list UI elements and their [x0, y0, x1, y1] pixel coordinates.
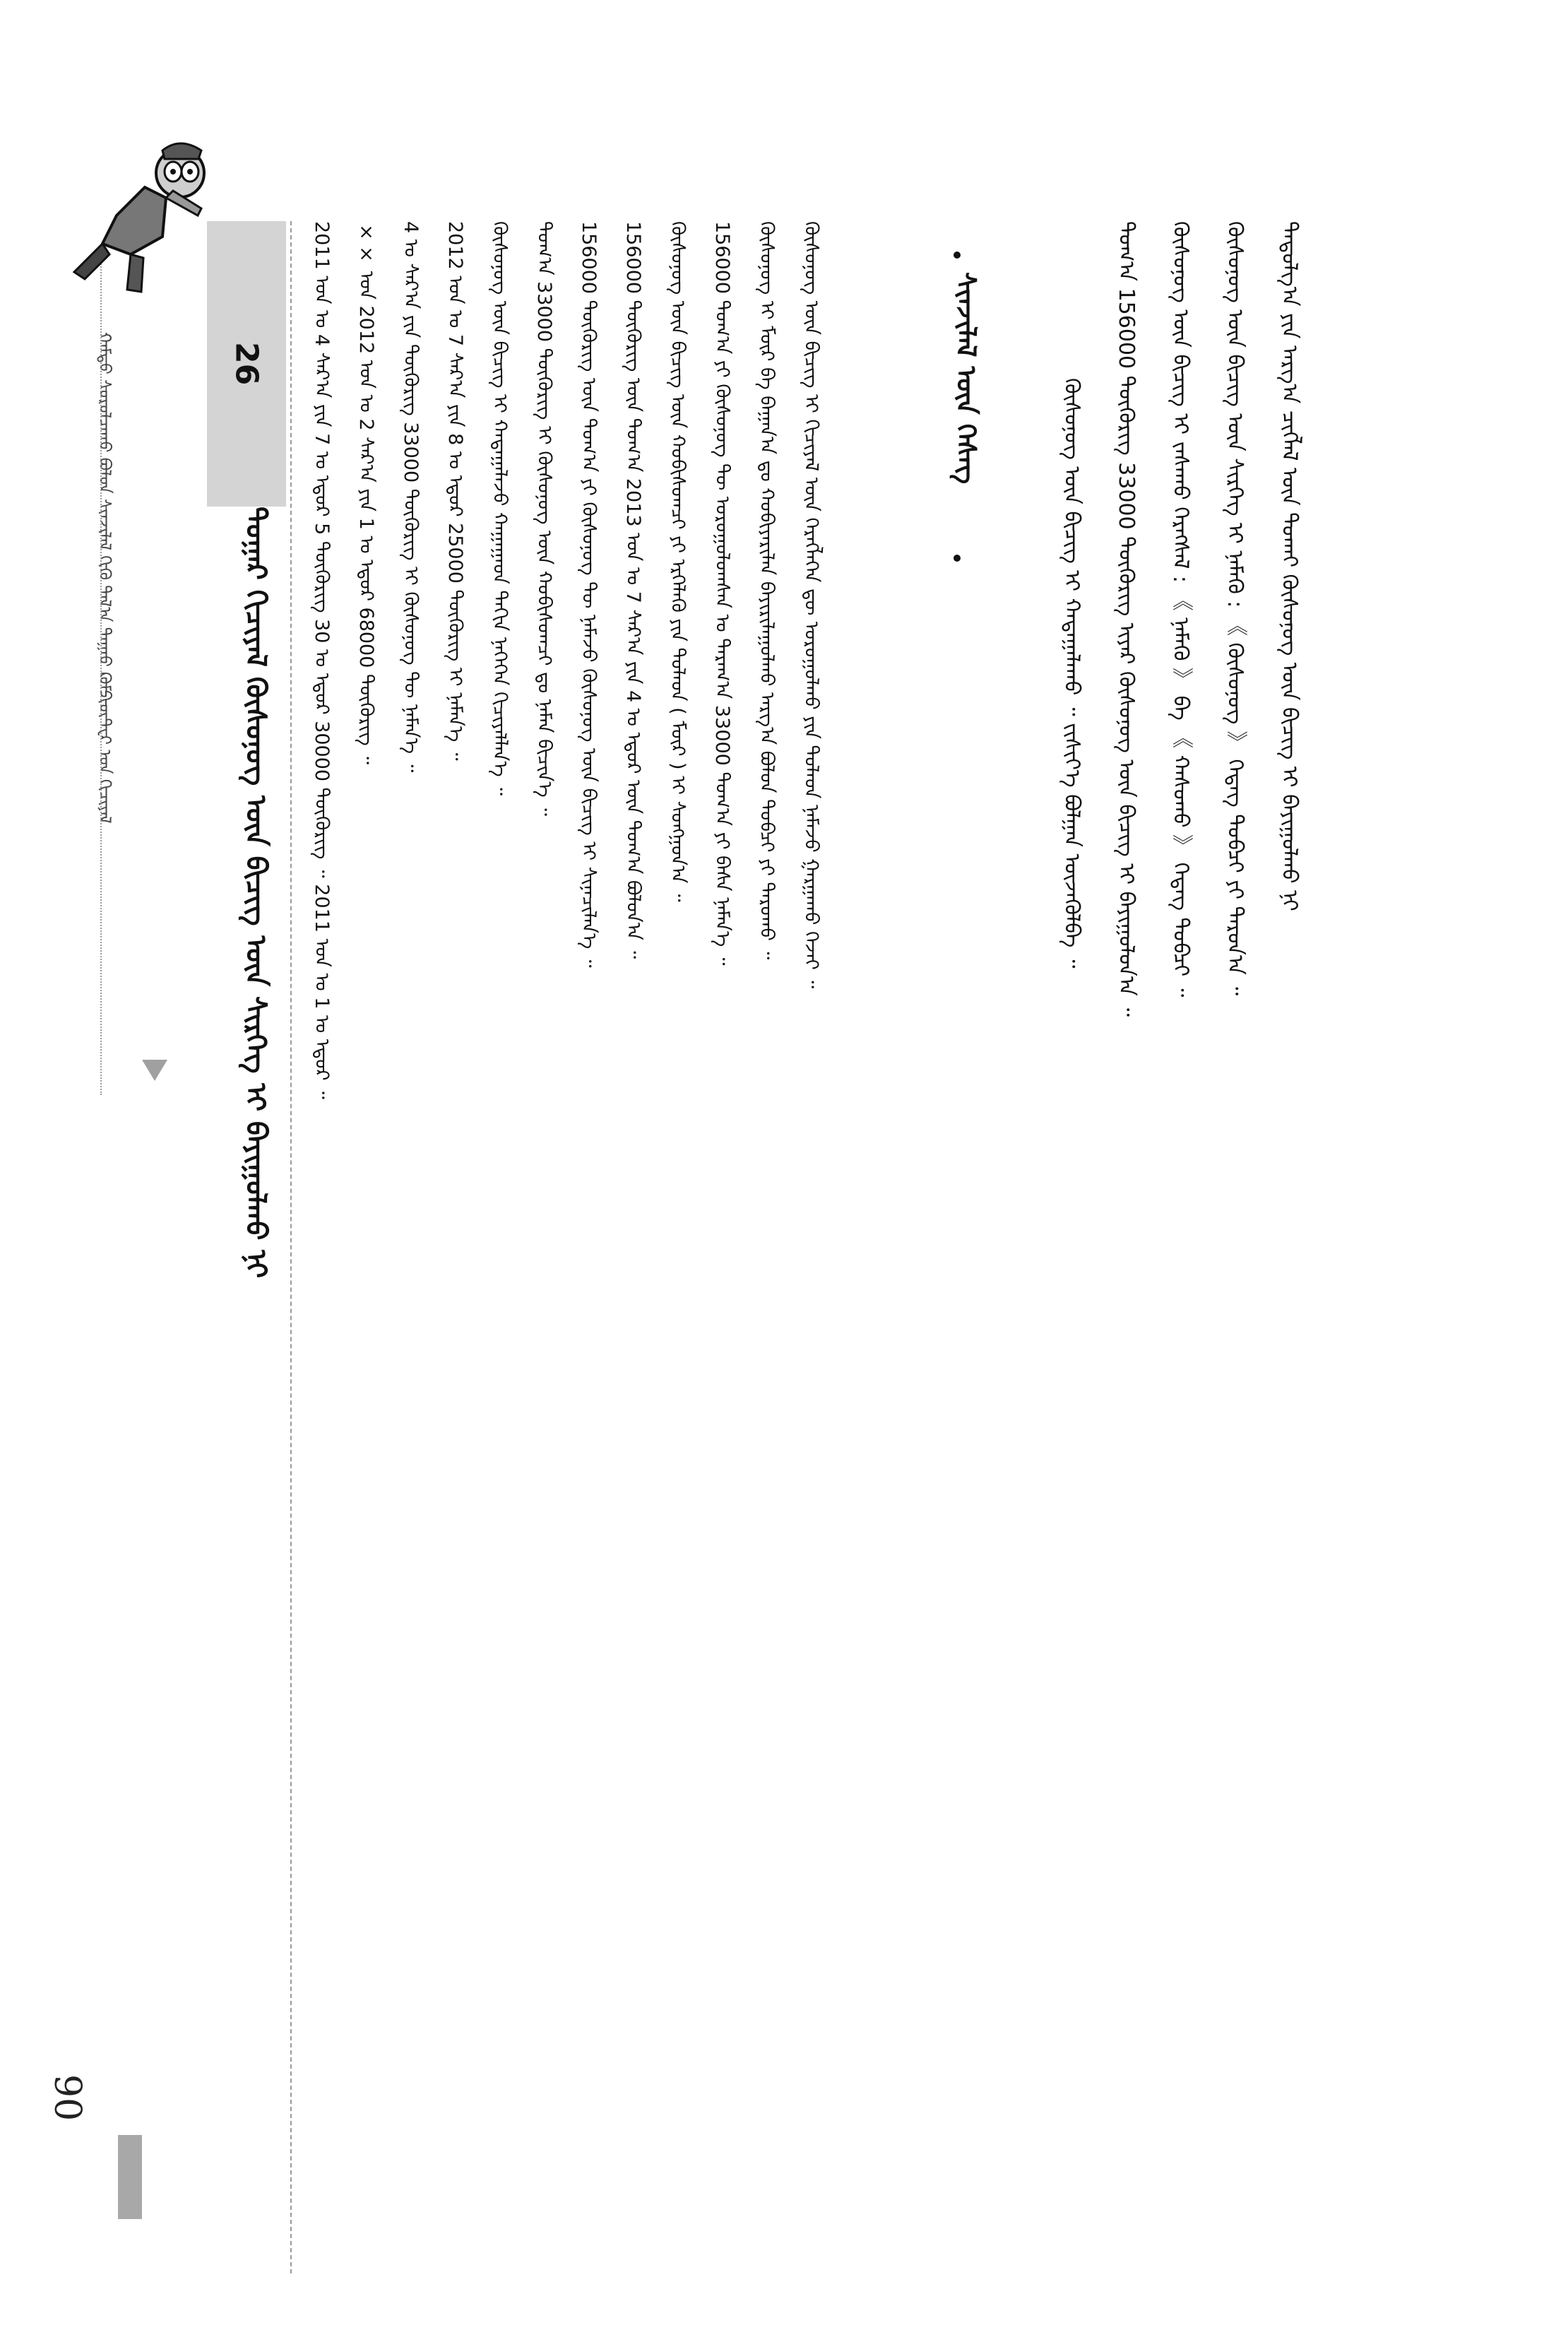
title-dashed-rule [290, 221, 292, 2273]
intro-line: ᠬᠦᠰᠦᠨᠦᠭ ᠦᠨ ᠪᠢᠴᠢᠭ ᠦᠨ ᠰᠢᠷᠬᠡᠭ ᠢ ᠨᠡᠮᠡᠬᠦ : 《 ᠬᠦᠰᠦᠨᠦᠭ 》 ᠭᠡᠳᠡᠭ ᠲᠣᠪᠴᠢ ᠶᠢ ᠳᠠᠷᠤᠨ᠎ᠠ ᠃ [1223, 221, 1247, 996]
lesson-title-text: ᠬᠦᠰᠦᠨᠦᠭ ᠦᠨ ᠪᠢᠴᠢᠭ ᠦᠨ ᠰᠢᠷᠬᠡᠭ ᠢ ᠪᠠᠶᠢᠭᠤᠯᠬᠤ ᠨᠢ [239, 676, 272, 1279]
lesson-label: ᠳᠤᠭᠠᠷ ᠬᠢᠴᠢᠶᠡᠯ [239, 507, 272, 667]
body-line: ᠬᠦᠰᠦᠨᠦᠭ ᠦᠨ ᠪᠢᠴᠢᠭ ᠦᠨ ᠬᠤᠪᠢᠰᠤᠭᠴᠢ ᠶᠢ ᠡᠷᠬᠡᠯᠡᠬᠦ ᠶᠢᠨ ᠲᠤᠯᠠᠳ ( ᠮᠦᠷ ) ᠢ ᠰᠣᠩᠭᠣᠨ᠎ᠠ ᠃ [667, 221, 689, 902]
lesson-number-box [207, 221, 286, 507]
body-line: ᠬᠦᠰᠦᠨᠦᠭ ᠦᠨ ᠪᠢᠴᠢᠭ ᠢ ᠬᠠᠳᠠᠭᠠᠯᠠᠵᠤ ᠬᠠᠭᠠᠭᠠᠳ ᠳᠠᠬᠢᠨ ᠨᠡᠭᠡᠭᠡᠨ ᠬᠢᠴᠢᠶᠡᠯᠯᠡᠨ᠎ᠡ ᠃ [489, 221, 511, 796]
mascot-illustration [60, 131, 215, 300]
body-line: 2012 ᠣᠨ ᠤ 7 ᠰᠠᠷ᠎ᠠ ᠶᠢᠨ 8 ᠤ ᠡᠳᠦᠷ 25000 ᠳᠦᠭᠦᠷᠢᠭ ᠢ ᠨᠡᠮᠡᠨ᠎ᠡ ᠃ [444, 221, 466, 761]
bullet-icon [954, 252, 961, 259]
header-divider [100, 247, 102, 1095]
body-line: ᠬᠦᠰᠦᠨᠦᠭ ᠦᠨ ᠪᠢᠴᠢᠭ ᠢ ᠬᠢᠴᠢᠶᠡᠯ ᠦᠨ ᠬᠡᠷᠡᠭᠯᠡᠭᠡᠨ ᠳᠦ ᠣᠷᠣᠭᠤᠯᠬᠤ ᠶᠢᠨ ᠲᠤᠯᠠᠳ ᠨᠡᠮᠡᠵᠦ ᠭᠠᠷᠭᠠᠬᠤ ᠭᠡᠵᠡᠢ ᠃ [800, 221, 822, 989]
running-header: ᠬᠠᠮᠲᠤ ᠰᠤᠷᠤᠯᠴᠠᠬᠤ ᠪᠣᠯᠤᠨ ᠰᠢᠨᠵᠢᠯᠡᠯ ᠬᠢᠬᠦ ᠲᠠᠯ᠎ᠠ ᠳᠠᠭᠠᠤ ᠺᠣᠮᠫᠢᠦ᠋ᠲ᠋ᠧᠷ ᠤᠨ ᠬᠢᠴᠢᠶᠡᠯ [95, 332, 114, 824]
body-line: 156000 ᠳᠦᠭᠦᠷᠢᠭ ᠦᠨ ᠲᠣᠭ᠎ᠠ ᠶᠢ ᠬᠦᠰᠦᠨᠦᠭ ᠲᠦ ᠨᠡᠮᠡᠵᠦ ᠬᠦᠰᠦᠨᠦᠭ ᠦᠨ ᠪᠢᠴᠢᠭ ᠢ ᠰᠢᠨᠡᠴᠢᠯᠡᠨ᠎ᠡ ᠃ [578, 221, 600, 968]
section-title: ᠰᠢᠨᠵᠢᠯᠡᠯ ᠦᠨ ᠬᠡᠰᠡᠭ [951, 272, 982, 485]
intro-last-line: ᠬᠦᠰᠦᠨᠦᠭ ᠦᠨ ᠪᠢᠴᠢᠭ ᠢ ᠬᠠᠳᠠᠭᠠᠯᠠᠬᠤ ᠃ ᠵᠢᠱᠢᠶ᠎ᠡ ᠪᠣᠯᠭᠠᠨ ᠦᠵᠡᠭᠦᠯᠪᠡ ᠃ [1059, 378, 1084, 969]
body-line: ᠬᠦᠰᠦᠨᠦᠭ ᠢ ᠮᠦᠷ ᠪᠠ ᠪᠠᠭᠠᠨ᠎ᠠ ᠳᠤ ᠬᠤᠪᠢᠶᠠᠷᠢᠯᠠᠨ ᠪᠠᠶᠢᠷᠢᠯᠠᠭᠤᠯᠬᠤ ᠠᠷᠭ᠎ᠠ ᠪᠣᠯᠤᠨ ᠲᠣᠪᠴᠢ ᠶᠢ ᠳᠠᠷᠤᠬᠤ ᠃ [756, 221, 778, 960]
intro-line: ᠳᠠᠳᠤᠯᠭ᠎ᠠ ᠶᠢᠨ ᠠᠷᠭ᠎ᠠ ᠴᠢᠭᠯᠡᠯ ᠦᠨ ᠲᠤᠬᠠᠢ ᠬᠦᠰᠦᠨᠦᠭ ᠦᠨ ᠪᠢᠴᠢᠭ ᠢ ᠪᠠᠶᠢᠭᠤᠯᠬᠤ ᠨᠢ [1277, 221, 1302, 911]
lesson-title [231, 507, 272, 1279]
body-line: ᠲᠣᠭ᠎ᠠ 33000 ᠳᠦᠭᠦᠷᠢᠭ ᠢ ᠬᠦᠰᠦᠨᠦᠭ ᠦᠨ ᠬᠤᠪᠢᠰᠤᠭᠴᠢ ᠳᠤ ᠨᠡᠮᠡᠨ ᠪᠢᠴᠢᠨ᠎ᠡ ᠃ [533, 221, 555, 817]
body-line: 156000 ᠳᠦᠭᠦᠷᠢᠭ ᠦᠨ ᠲᠣᠭ᠎ᠠ 2013 ᠣᠨ ᠤ 7 ᠰᠠᠷ᠎ᠠ ᠶᠢᠨ 4 ᠤ ᠡᠳᠦᠷ ᠦᠨ ᠲᠣᠭ᠎ᠠ ᠪᠣᠯᠤᠨ᠎ᠠ ᠃ [622, 221, 644, 959]
intro-line: ᠬᠦᠰᠦᠨᠦᠭ ᠦᠨ ᠪᠢᠴᠢᠭ ᠢ ᠵᠠᠰᠠᠬᠤ ᠬᠡᠷᠡᠭᠰᠡᠯ : 《 ᠨᠡᠮᠡᠬᠦ 》 ᠪᠠ 《 ᠬᠠᠰᠤᠬᠤ 》 ᠭᠡᠳᠡᠭ ᠲᠣᠪᠴᠢ ᠃ [1168, 221, 1193, 998]
bullet-icon [954, 555, 961, 562]
intro-line: ᠲᠣᠭ᠎ᠠ 156000 ᠳᠦᠭᠦᠷᠢᠭ 33000 ᠳᠦᠭᠦᠷᠢᠭ ᠢᠶᠡᠷ ᠬᠦᠰᠦᠨᠦᠭ ᠦᠨ ᠪᠢᠴᠢᠭ ᠢ ᠪᠠᠶᠢᠭᠤᠯᠤᠨ᠎ᠠ ᠃ [1114, 221, 1139, 1017]
body-line: ×× ᠣᠨ 2012 ᠣᠨ ᠤ 2 ᠰᠠᠷ᠎ᠠ ᠶᠢᠨ 1 ᠤ ᠡᠳᠦᠷ 68000 ᠳᠦᠭᠦᠷᠢᠭ ᠃ [355, 221, 377, 765]
body-line: 156000 ᠲᠣᠭ᠎ᠠ ᠶᠢ ᠬᠦᠰᠦᠨᠦᠭ ᠲᠦ ᠣᠷᠣᠭᠤᠯᠤᠭᠰᠠᠨ ᠤ ᠳᠠᠷᠠᠭ᠎ᠠ 33000 ᠲᠣᠭ᠎ᠠ ᠶᠢ ᠪᠠᠰᠠ ᠨᠡᠮᠡᠨ᠎ᠡ ᠃ [711, 221, 733, 966]
lesson-number: 26 [228, 342, 265, 386]
triangle-marker-icon [142, 1060, 167, 1081]
page-edge-strip [118, 2135, 142, 2219]
body-line: 4 ᠤ ᠰᠠᠷ᠎ᠠ ᠶᠢᠨ ᠳᠦᠭᠦᠷᠢᠭ 33000 ᠳᠦᠭᠦᠷᠢᠭ ᠢ ᠬᠦᠰᠦᠨᠦᠭ ᠲᠦ ᠨᠡᠮᠡᠨ᠎ᠡ ᠃ [400, 221, 422, 773]
page-number: 90 [46, 2074, 88, 2122]
body-line: 2011 ᠣᠨ ᠤ 4 ᠰᠠᠷ᠎ᠠ ᠶᠢᠨ 7 ᠤ ᠡᠳᠦᠷ 5 ᠳᠦᠭᠦᠷᠢᠭ 30 ᠤ ᠡᠳᠦᠷ 30000 ᠳᠦᠭᠦᠷᠢᠭ ᠃ 2011 ᠣᠨ ᠤ 1 ᠤ ᠡᠳᠦᠷ ᠃ [311, 221, 333, 1099]
